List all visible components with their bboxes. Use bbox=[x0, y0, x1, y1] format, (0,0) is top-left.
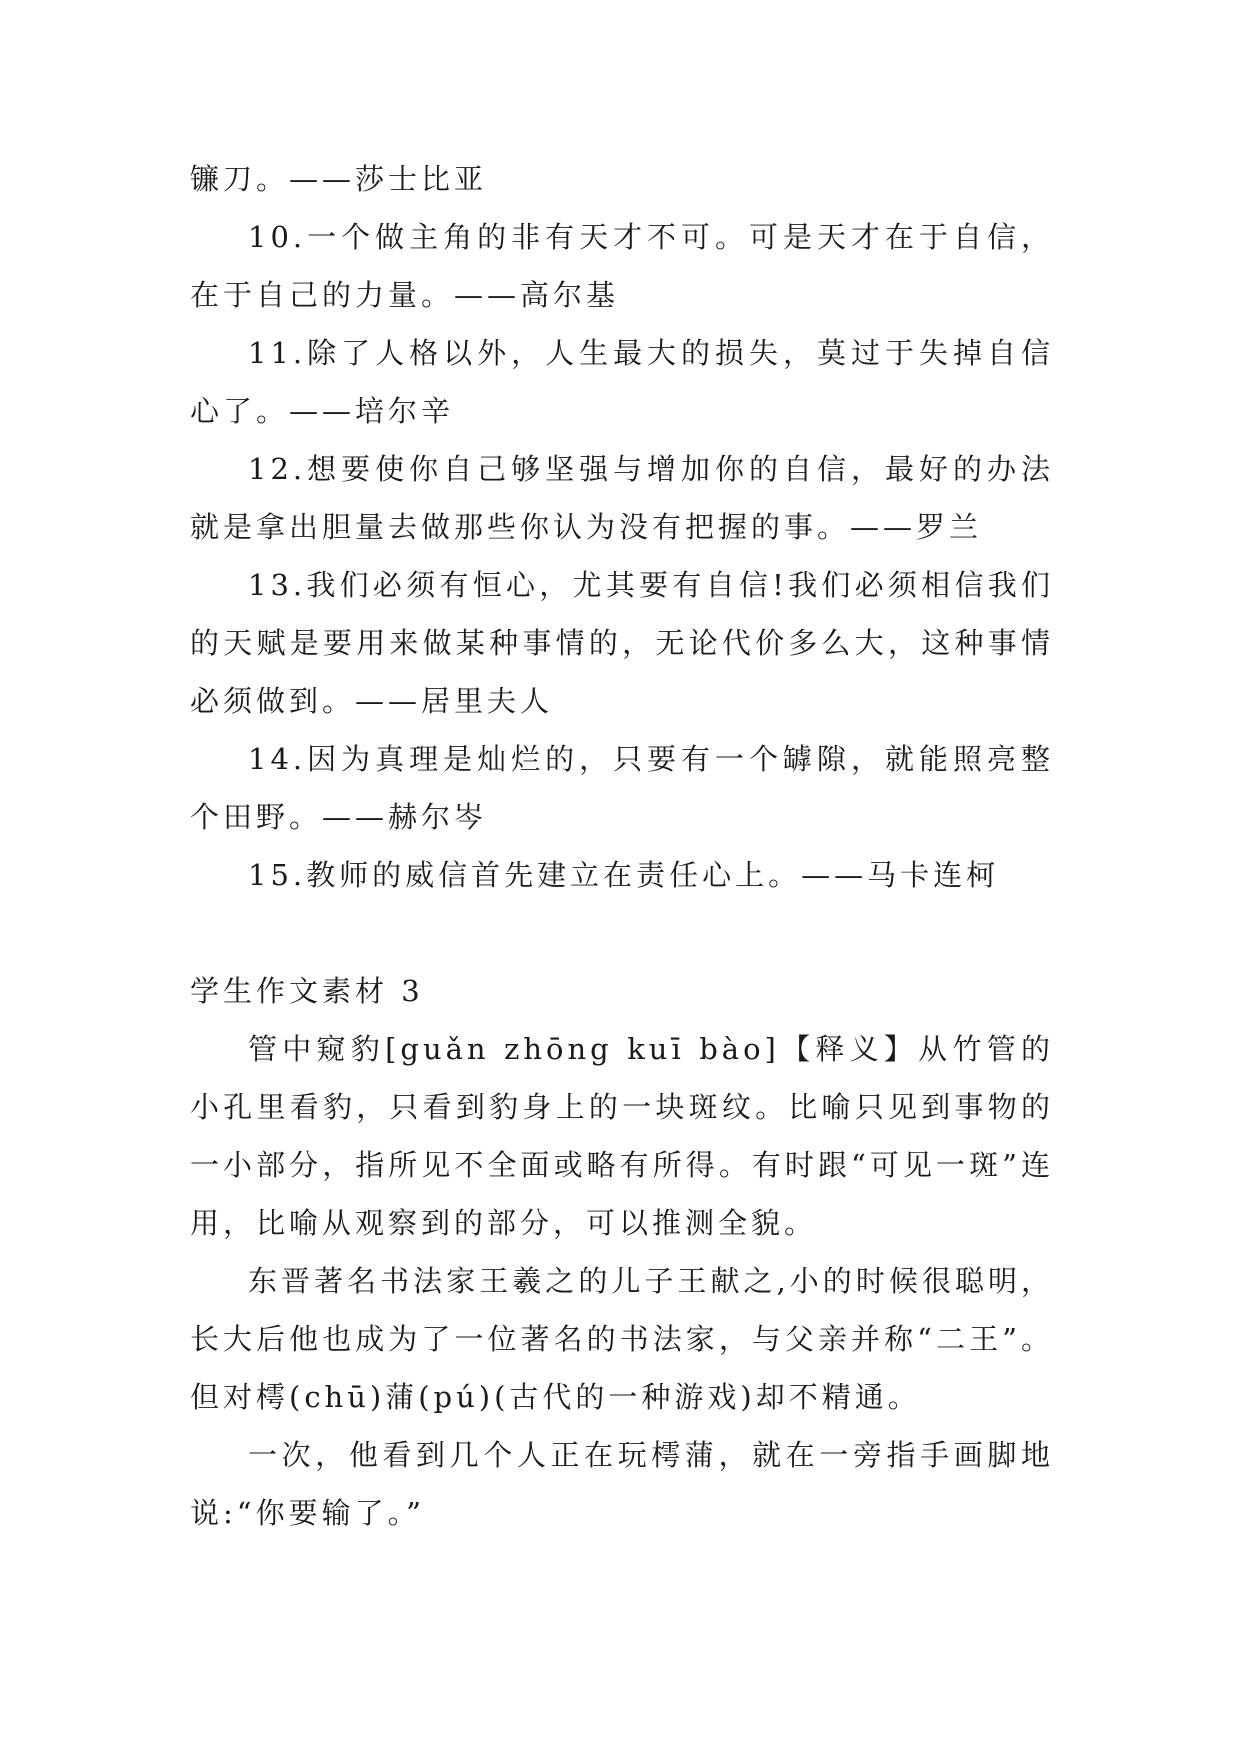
paragraph-1: 镰刀。——莎士比亚 bbox=[190, 162, 488, 196]
paragraph-story-2: 一次，他看到几个人正在玩樗蒲，就在一旁指手画脚地说:“你要输了。” bbox=[190, 1438, 1054, 1530]
document-page bbox=[190, 150, 1054, 1542]
quote-10: 10.一个做主角的非有天才不可。可是天才在于自信，在于自己的力量。——高尔基 bbox=[190, 220, 1054, 312]
quote-11: 11.除了人格以外，人生最大的损失，莫过于失掉自信心了。——培尔辛 bbox=[190, 336, 1054, 428]
quote-15: 15.教师的威信首先建立在责任心上。——马卡连柯 bbox=[248, 858, 1000, 892]
quote-14: 14.因为真理是灿烂的，只要有一个罅隙，就能照亮整个田野。——赫尔岑 bbox=[190, 742, 1054, 834]
paragraph-idiom-definition: 管中窥豹[guǎn zhōng kuī bào]【释义】从竹管的小孔里看豹，只看到豹身上的一块斑纹。比喻只见到事物的一小部分，指所见不全面或略有所得。有时跟“可见一斑”连用，比喻从观察到的部分，可以推测全貌。 bbox=[190, 1032, 1054, 1240]
quote-12: 12.想要使你自己够坚强与增加你的自信，最好的办法就是拿出胆量去做那些你认为没有把握的事。——罗兰 bbox=[190, 452, 1054, 544]
section-title: 学生作文素材 3 bbox=[190, 974, 424, 1008]
quote-13: 13.我们必须有恒心，尤其要有自信!我们必须相信我们的天赋是要用来做某种事情的，无论代价多么大，这种事情必须做到。——居里夫人 bbox=[190, 568, 1054, 718]
paragraph-story-1: 东晋著名书法家王羲之的儿子王献之,小的时候很聪明，长大后他也成为了一位著名的书法家，与父亲并称“二王”。但对樗(chū)蒲(pú)(古代的一种游戏)却不精通。 bbox=[190, 1264, 1054, 1414]
